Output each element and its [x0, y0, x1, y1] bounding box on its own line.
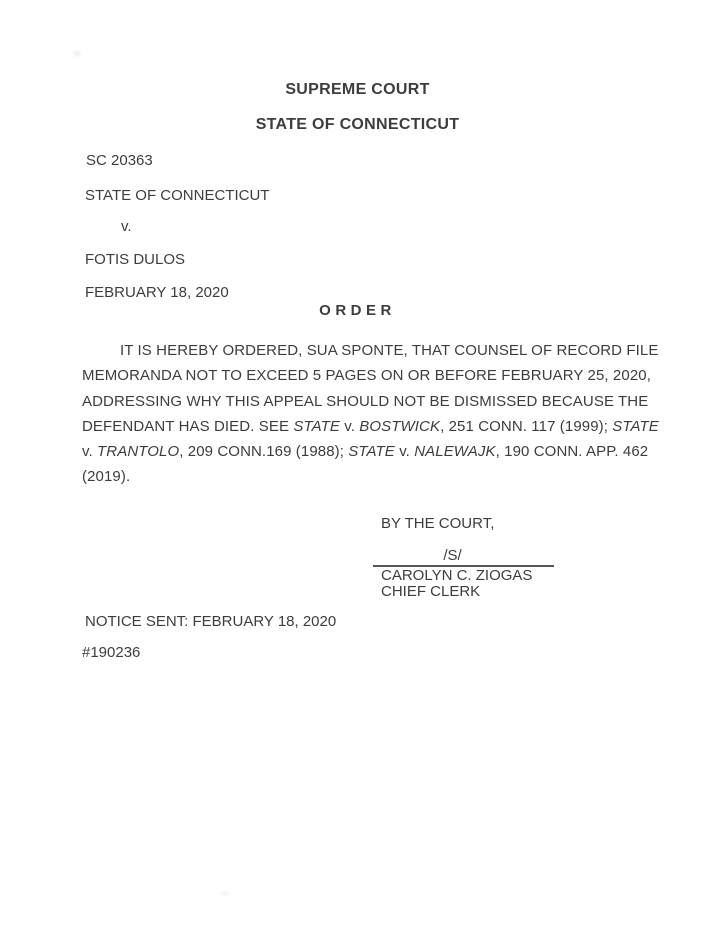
signature-line: [373, 548, 554, 567]
signer-name: CAROLYN C. ZIOGAS: [381, 567, 533, 584]
notice-sent-line: NOTICE SENT: FEBRUARY 18, 2020: [85, 613, 337, 630]
case-file-number: #190236: [82, 644, 141, 661]
court-jurisdiction: STATE OF CONNECTICUT: [255, 116, 460, 133]
versus-label: v.: [121, 218, 132, 235]
court-title: SUPREME COURT: [285, 81, 430, 98]
plaintiff-name: STATE OF CONNECTICUT: [85, 187, 270, 204]
scan-artifact: [71, 49, 83, 58]
by-the-court-line: BY THE COURT,: [381, 515, 495, 532]
order-body-paragraph: IT IS HEREBY ORDERED, SUA SPONTE, THAT COUNSEL OF RECORD FILE MEMORANDA NOT TO EXCEED 5 PAGES ON OR BEFORE FEBRUARY 25, 2020, ADDRESSING WHY THIS APPEAL SHOULD NOT BE DISMISSED BECAUSE THE DEFENDANT HAS DIED. SEE STATE v. BOSTWICK, 251 CONN. 117 (1999); STATE v. TRANTOLO, 209 CONN.169 (1988); STATE v. NALEWAJK, 190 CONN. APP. 462 (2019).: [82, 342, 659, 486]
order-date: FEBRUARY 18, 2020: [85, 284, 229, 301]
signature-mark: /S/: [443, 547, 462, 564]
defendant-name: FOTIS DULOS: [85, 251, 186, 268]
order-heading: ORDER: [319, 302, 396, 319]
scan-artifact: [218, 890, 232, 897]
signer-title: CHIEF CLERK: [381, 583, 481, 600]
docket-number: SC 20363: [86, 152, 153, 169]
